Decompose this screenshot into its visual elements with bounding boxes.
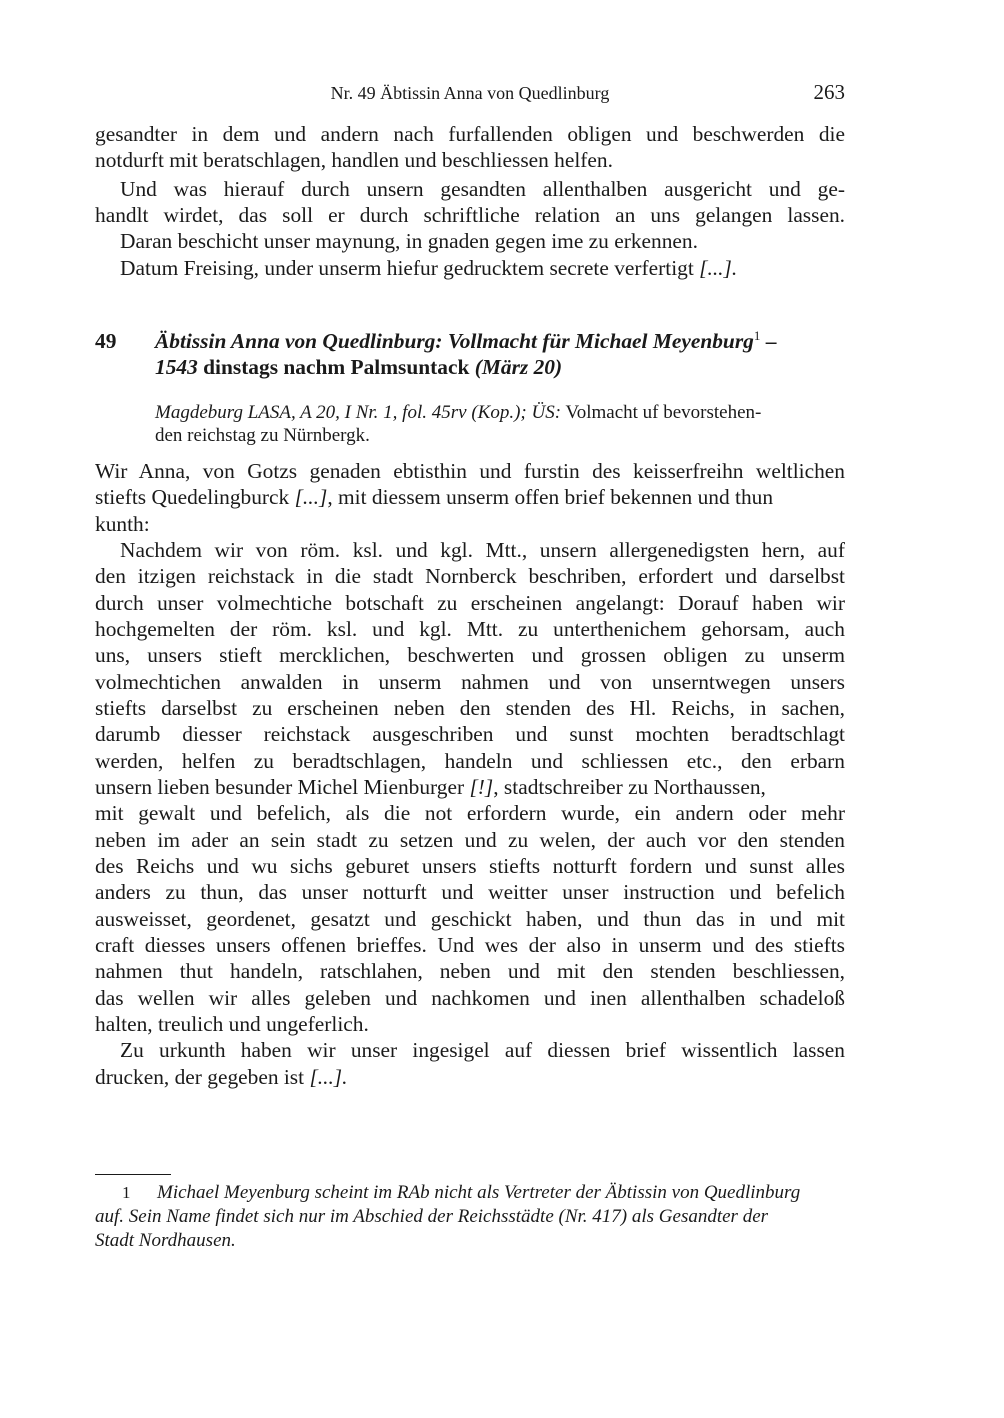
text-span: , mit diessem unserm offen brief bekennen und thun <box>327 485 774 509</box>
text-line: uns, unsers stieft mercklichen, beschwerten und grossen obligen zu unserm <box>95 643 845 667</box>
footnote-ref: 1 <box>753 327 761 343</box>
footnote-text: Michael Meyenburg scheint im RAb nicht als Vertreter der Äbtissin von Quedlinburg <box>157 1182 801 1203</box>
document-date-note: (März 20) <box>474 355 563 379</box>
text-span: drucken, der gegeben ist <box>95 1065 305 1089</box>
running-head: Nr. 49 Äbtissin Anna von Quedlinburg <box>330 83 610 103</box>
text-span: Datum Freising, under unserm hiefur gedrucktem secrete verfertigt <box>120 256 694 280</box>
text-line: das wellen wir alles geleben und nachkomen und inen allenthalben schadeloß <box>95 986 845 1010</box>
text-line: gesandter in dem und andern nach furfallenden obligen und beschwerden die <box>95 122 845 146</box>
text-line: werden, helfen zu beradtschlagen, handeln und schliessen etc., den erbarn <box>95 749 845 773</box>
text-line: hochgemelten der röm. ksl. und kgl. Mtt. zu unterthenichem gehorsam, auch <box>95 617 845 641</box>
document-date: dinstags nachm Palmsuntack <box>197 355 475 379</box>
source-citation: Magdeburg LASA, A 20, I Nr. 1, fol. 45rv (Kop.); ÜS: <box>155 402 562 423</box>
text-line: kunth: <box>95 512 150 536</box>
footnote-line3: Stadt Nordhausen. <box>95 1230 236 1251</box>
text-line: Zu urkunth haben wir unser ingesigel auf diessen brief wissentlich lassen <box>120 1038 845 1062</box>
text-line: halten, treulich und ungeferlich. <box>95 1012 369 1036</box>
document-title-line2 <box>155 354 562 380</box>
text-span: , stadtschreiber zu Northaussen, <box>493 775 766 799</box>
document-number: 49 <box>95 329 117 353</box>
text-line: Wir Anna, von Gotzs genaden ebtisthin und furstin des keisserfreihn weltlichen <box>95 459 845 483</box>
page-number: 263 <box>813 80 845 104</box>
text-line <box>95 1064 845 1090</box>
title-dash: – <box>760 329 777 353</box>
source-line1 <box>155 401 845 425</box>
editorial-ellipsis: [...]. <box>309 1065 348 1089</box>
editorial-ellipsis: [...]. <box>699 256 738 280</box>
text-line: stiefts darselbst zu erscheinen neben den stenden des Hl. Reichs, in sachen, <box>95 696 845 720</box>
text-line: nahmen thut handeln, ratschlahen, neben und mit den stenden beschliessen, <box>95 959 845 983</box>
footnote-number: 1 <box>122 1183 131 1202</box>
document-title: Äbtissin Anna von Quedlinburg: Vollmacht für Michael Meyenburg <box>155 329 754 353</box>
text-line: neben im ader an sein stadt zu setzen und zu welen, der auch vor den stenden <box>95 828 845 852</box>
document-year: 1543 <box>155 355 198 379</box>
document-title-line1 <box>155 328 776 354</box>
text-line: Daran beschicht unser maynung, in gnaden gegen ime zu erkennen. <box>120 229 698 253</box>
editorial-mark: [!] <box>469 775 494 799</box>
text-line: handlt wirdet, das soll er durch schriftliche relation an uns gelangen lassen. <box>95 203 845 227</box>
footnote-line2: auf. Sein Name findet sich nur im Abschied der Reichsstädte (Nr. 417) als Gesandter der <box>95 1206 769 1227</box>
source-summary: Volmacht uf bevorstehen- <box>561 402 762 423</box>
text-line: volmechtichen anwalden in unserm nahmen und von unserntwegen unsers <box>95 670 845 694</box>
source-line2: den reichstag zu Nürnbergk. <box>155 425 370 446</box>
editorial-ellipsis: [...] <box>294 485 328 509</box>
text-line <box>120 255 845 281</box>
text-line: notdurft mit beratschlagen, handlen und beschliessen helfen. <box>95 148 613 172</box>
text-line: darumb diesser reichstack ausgeschriben und sunst mochten beradtschlagt <box>95 722 845 746</box>
text-line: ausweisset, geordenet, gesatzt und geschickt haben, und thun das in und mit <box>95 907 845 931</box>
text-line: Und was hierauf durch unsern gesandten allenthalben ausgericht und ge- <box>120 177 845 201</box>
page-header <box>95 80 845 108</box>
footnote-rule <box>95 1174 171 1175</box>
text-line <box>95 484 845 510</box>
text-line: Nachdem wir von röm. ksl. und kgl. Mtt., unsern allergenedigsten hern, auf <box>120 538 845 562</box>
text-line: mit gewalt und befelich, als die not erfordern wurde, ein andern oder mehr <box>95 801 845 825</box>
text-line: durch unser volmechtiche botschaft zu erscheinen angelangt: Dorauf haben wir <box>95 591 845 615</box>
footnote-line1 <box>95 1181 845 1205</box>
text-span: unsern lieben besunder Michel Mienburger <box>95 775 465 799</box>
text-line <box>95 774 845 800</box>
text-line: des Reichs und wu sichs geburet unsers stiefts notturft fordern und sunst alles <box>95 854 845 878</box>
text-line: anders zu thun, das unser notturft und weitter unser instruction und befelich <box>95 880 845 904</box>
text-line: craft diesses unsers offenen brieffes. Und wes der also in unserm und des stiefts <box>95 933 845 957</box>
text-line: den itzigen reichstack in die stadt Nornberck beschriben, erfordert und darselbst <box>95 564 845 588</box>
text-span: stiefts Quedelingburck <box>95 485 290 509</box>
